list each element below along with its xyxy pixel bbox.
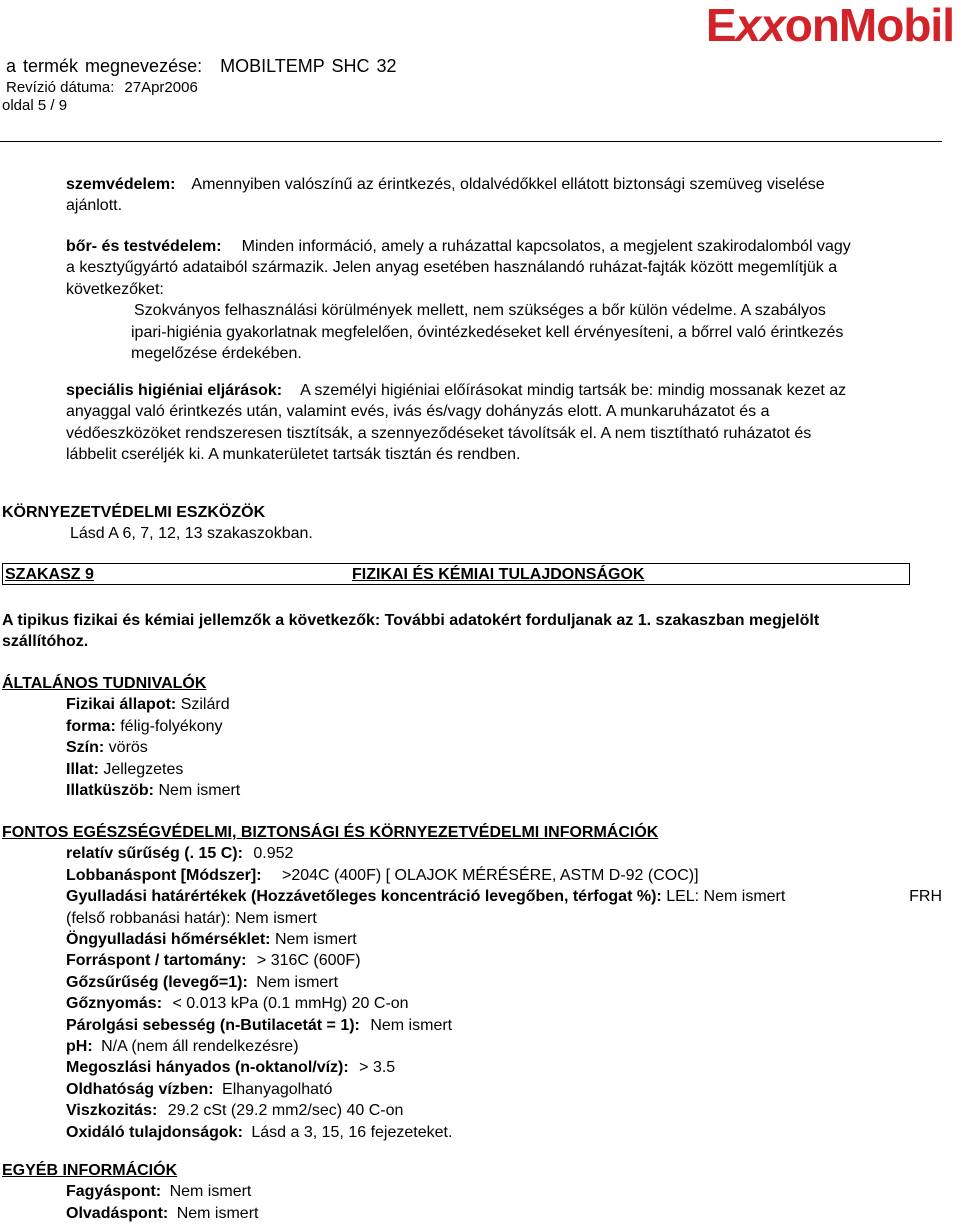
other-section (2, 1160, 258, 1224)
section-intro: A tipikus fizikai és kémiai jellemzők a következők: További adatokért forduljanak az 1. szakaszban megjelölt szállítóhoz. (2, 612, 820, 651)
product-name-line (6, 56, 396, 77)
general-item: forma: félig-folyékony (66, 717, 223, 735)
general-title: ÁLTALÁNOS TUDNIVALÓK (2, 675, 207, 692)
other-title: EGYÉB INFORMÁCIÓK (2, 1162, 178, 1179)
environmental-text: Lásd A 6, 7, 12, 13 szakaszokban. (70, 525, 313, 543)
general-item: Szín: vörös (66, 739, 148, 757)
environmental-title: KÖRNYEZETVÉDELMI ESZKÖZÖK (2, 504, 266, 521)
general-item: Fizikai állapot: Szilárd (66, 696, 230, 714)
prop-item: Gőznyomás: < 0.013 kPa (0.1 mmHg) 20 C-on (66, 995, 409, 1013)
revision-line (6, 79, 198, 96)
prop-flashpoint: Lobbanáspont [Módszer]: >204C (400F) [ OLAJOK MÉRÉSÉRE, ASTM D-92 (COC)] (66, 866, 699, 884)
special-hygiene-label: speciális higiéniai eljárások: (66, 382, 283, 399)
section-title: FIZIKAI ÉS KÉMIAI TULAJDONSÁGOK (352, 566, 645, 583)
prop-flammability-upper: (felső robbanási határ): Nem ismert (66, 909, 317, 927)
prop-density: relatív sűrűség (. 15 C): 0.952 (66, 845, 294, 863)
prop-item: Oxidáló tulajdonságok: Lásd a 3, 15, 16 fejezeteket. (66, 1123, 453, 1141)
other-item: Fagyáspont: Nem ismert (66, 1183, 252, 1201)
eye-protection-label: szemvédelem: (66, 176, 176, 193)
general-item: Illat: Jellegzetes (66, 760, 184, 778)
revision-label: Revízió dátuma: (6, 79, 115, 96)
prop-item: Párolgási sebesség (n-Butilacetát = 1): Nem ismert (66, 1016, 453, 1034)
other-item: Olvadáspont: Nem ismert (66, 1204, 259, 1222)
section-number: SZAKASZ 9 (5, 566, 94, 583)
prop-item: Gőzsűrűség (levegő=1): Nem ismert (66, 973, 339, 991)
special-hygiene: speciális higiéniai eljárások: A személyi higiéniai előírásokat mindig tartsák be: mindig mossanak kezet az anyaggal való érintkezés után, valamint evés, ivás és/vagy dohányzás elott. A munkaruházatot és a védőeszközöket rendszeresen tisztítsák, a szennyeződéseket távolítsák el. A nem tisztítható ruházatot és lábbelit cseréljék ki. A munkaterületet tartsák tisztán és rendben. (66, 382, 847, 464)
skin-protection: bőr- és testvédelem: Minden információ, amely a ruházattal kapcsolatos, a megjelent szakirodalomból vagy a kesztyűgyártó adataiból származik. Jelen anyag esetében használandó ruházat-fajták között megemlítjük a következőket: Szokványos felhasználási körülmények mellett, nem szükséges a bőr külön védelme. A szabályos ipari-higiénia gyakorlatnak megfelelően, óvintézkedéseket kell érvényesíteni, a bőrrel való érintkezés megelőzése érdekében. (66, 238, 851, 363)
revision-date: 27Apr2006 (124, 79, 198, 96)
prop-item: Viszkozitás: 29.2 cSt (29.2 mm2/sec) 40 C-on (66, 1102, 404, 1120)
header-divider (0, 141, 942, 142)
skin-protection-label: bőr- és testvédelem: (66, 238, 222, 255)
important-title: FONTOS EGÉSZSÉGVÉDELMI, BIZTONSÁGI ÉS KÖRNYEZETVÉDELMI INFORMÁCIÓK (2, 824, 659, 841)
prop-item: pH: N/A (nem áll rendelkezésre) (66, 1038, 299, 1056)
environmental-section (2, 502, 313, 545)
page-number: oldal 5 / 9 (2, 97, 68, 114)
product-label: a termék megnevezése: (6, 56, 203, 76)
prop-item: Oldhatóság vízben: Elhanyagolható (66, 1080, 333, 1098)
prop-flammability: Gyulladási határértékek (Hozzávetőleges koncentráció levegőben, térfogat %): LEL: Nem ismert FRH (66, 888, 942, 906)
product-name: MOBILTEMP SHC 32 (220, 56, 397, 76)
prop-item: Öngyulladási hőmérséklet: Nem ismert (66, 931, 357, 949)
general-section (2, 673, 240, 801)
exxonmobil-logo: ExxonMobil (705, 0, 954, 51)
eye-protection: szemvédelem: Amennyiben valószínű az érintkezés, oldalvédőkkel ellátott biztonsági szemüveg viselése ajánlott. (66, 176, 825, 215)
important-section (2, 822, 942, 1143)
prop-item: Forráspont / tartomány: > 316C (600F) (66, 952, 361, 970)
prop-item: Megoszlási hányados (n-oktanol/víz): > 3.5 (66, 1059, 396, 1077)
general-item: Illatküszöb: Nem ismert (66, 782, 241, 800)
